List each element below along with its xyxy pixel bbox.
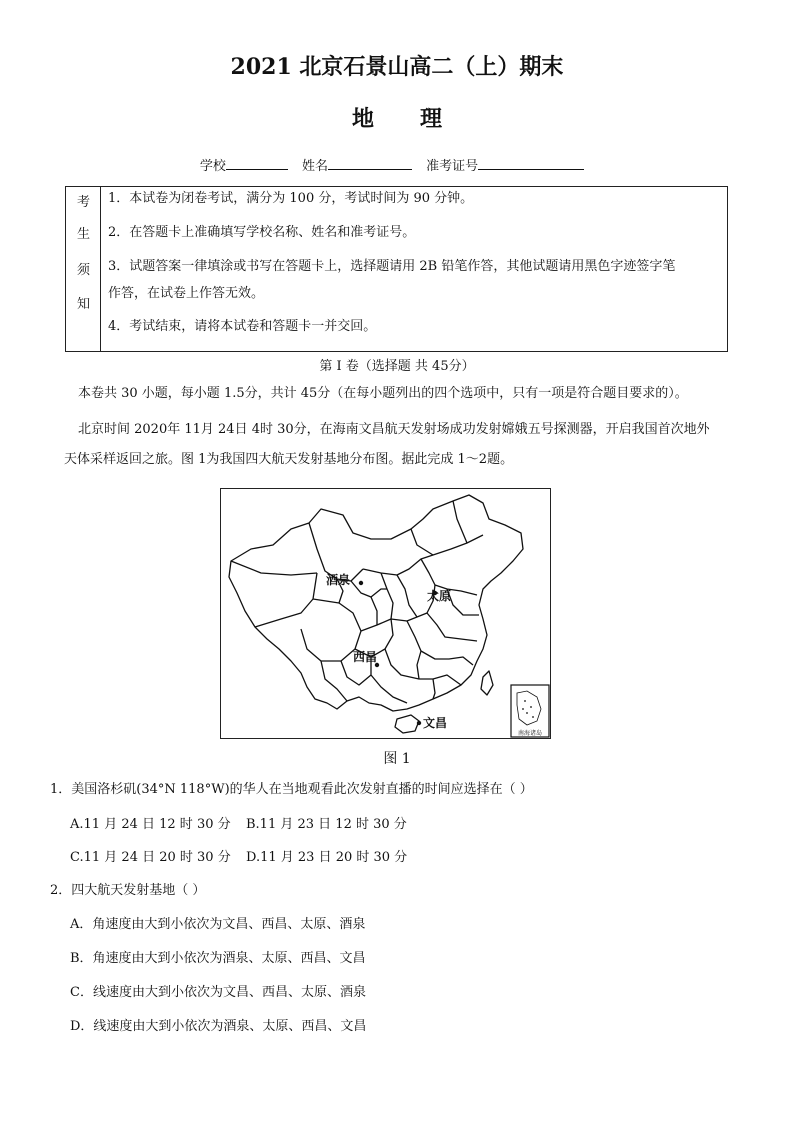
notice-side-char: 须 (76, 263, 90, 278)
question-stem: 1．美国洛杉矶(34°N 118°W)的华人在当地观看此次发射直播的时间应选择在（ ） (50, 782, 533, 797)
china-launch-sites-map (220, 488, 551, 739)
question-option: D．线速度由大到小依次为酒泉、太原、西昌、文昌 (70, 1019, 367, 1034)
xichang-label: 西昌 (353, 650, 378, 664)
context-paragraph-line: 北京时间 2020年 11月 24日 4时 30分，在海南文昌航天发射场成功发射嫦娥五号探测器，开启我国首次地外 (78, 422, 710, 437)
wenchang-marker-icon (417, 721, 421, 725)
school-label: 学校 (199, 159, 226, 174)
exam-no-label: 准考证号 (426, 159, 479, 174)
question-option: B.11 月 23 日 12 时 30 分 (246, 817, 407, 832)
exam-notice-box (65, 186, 728, 352)
subject-title: 地理 (351, 106, 488, 132)
notice-side-label (66, 187, 101, 351)
question-option: C.11 月 24 日 20 时 30 分 (70, 850, 231, 865)
notice-side-char: 考 (76, 195, 90, 210)
figure-caption: 图 1 (383, 751, 411, 767)
student-info-fields (0, 155, 794, 174)
jiuquan-label: 酒泉 (326, 573, 351, 587)
south-china-sea-inset (511, 685, 549, 737)
exam-no-blank[interactable] (478, 155, 584, 170)
question-option: A.11 月 24 日 12 时 30 分 (70, 817, 231, 832)
wenchang-label: 文昌 (423, 716, 448, 730)
inset-label: 南海诸岛 (517, 730, 543, 737)
question-option: A．角速度由大到小依次为文昌、西昌、太原、酒泉 (70, 917, 366, 932)
question-option: D.11 月 23 日 20 时 30 分 (246, 850, 408, 865)
notice-item: 作答，在试卷上作答无效。 (108, 286, 265, 301)
section-heading: 第 I 卷（选择题 共 45分） (319, 359, 475, 374)
notice-item: 3．试题答案一律填涂或书写在答题卡上，选择题请用 2B 铅笔作答，其他试题请用黑色字迹签字笔 (108, 259, 676, 274)
page-title: 2021 北京石景山高二（上）期末 (230, 54, 564, 80)
taiyuan-label: 太原 (427, 589, 452, 603)
notice-item: 1．本试卷为闭卷考试，满分为 100 分，考试时间为 90 分钟。 (108, 191, 474, 206)
question-stem: 2．四大航天发射基地（ ） (50, 883, 206, 898)
notice-side-char: 生 (76, 227, 90, 242)
china-map-outline (221, 489, 550, 738)
question-option: C．线速度由大到小依次为文昌、西昌、太原、酒泉 (70, 985, 366, 1000)
notice-side-char: 知 (76, 297, 90, 312)
school-blank[interactable] (226, 155, 288, 170)
name-label: 姓名 (301, 159, 328, 174)
name-blank[interactable] (328, 155, 412, 170)
jiuquan-marker-icon (359, 581, 363, 585)
notice-item: 4．考试结束，请将本试卷和答题卡一并交回。 (108, 319, 377, 334)
section-intro: 本卷共 30 小题，每小题 1.5分，共计 45分（在每小题列出的四个选项中，只有一项是符合题目要求的）。 (78, 386, 688, 401)
notice-item: 2．在答题卡上准确填写学校名称、姓名和准考证号。 (108, 225, 416, 240)
context-paragraph-line: 天体采样返回之旅。图 1为我国四大航天发射基地分布图。据此完成 1～2题。 (64, 452, 514, 467)
question-option: B．角速度由大到小依次为酒泉、太原、西昌、文昌 (70, 951, 366, 966)
